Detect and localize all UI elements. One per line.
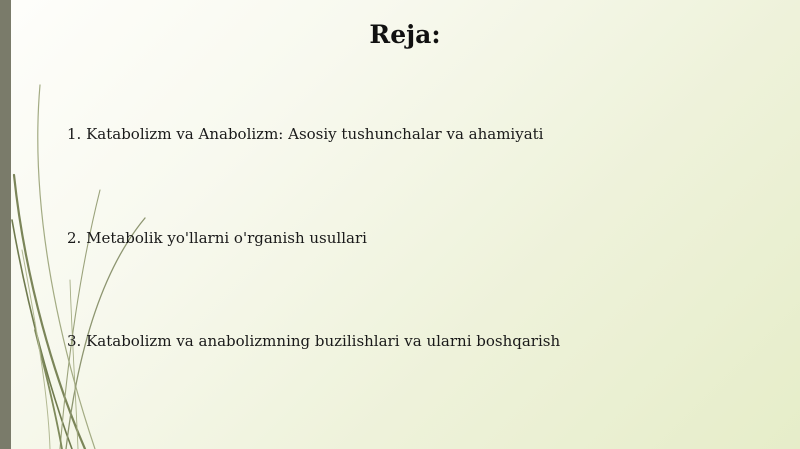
plan-item-1: 1. Katabolizm va Anabolizm: Asosiy tushunchalar va ahamiyati (67, 125, 544, 143)
plan-item-3: 3. Katabolizm va anabolizmning buzilishlari va ularni boshqarish (67, 332, 561, 350)
slide-title: Reja: (369, 20, 441, 49)
left-accent-bar (0, 0, 11, 449)
plan-item-2: 2. Metabolik yo'llarni o'rganish usullari (67, 229, 367, 247)
